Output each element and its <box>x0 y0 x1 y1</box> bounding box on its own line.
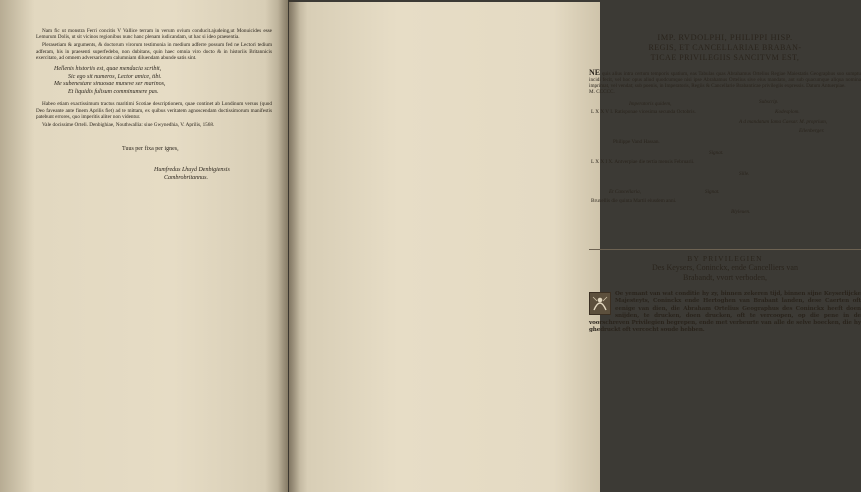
dutch-privilege-heading: BY PRIVILEGIEN <box>687 254 763 264</box>
signature-entry: Ellenberger. <box>799 128 825 135</box>
signature-entry: Signat. <box>705 189 720 196</box>
author-signature <box>154 166 272 182</box>
signature-entry: Sille. <box>739 171 750 178</box>
left-paragraph: Nam fic ut monstra Ferri concitis V Vallice terram in verum ovium conducit.ajudeing,ut Monuicides esse Lemurum Dolis, ut sit vicinos regionibus nunc hanc plenam iudicandam, ut hac si ideo praesentia. <box>36 28 272 41</box>
privilege-lead: NE <box>589 67 601 77</box>
verse-line: Sic ego sit numeros, Lector amice, tibi. <box>68 73 162 80</box>
signature-entry: Imperatoris quidem, <box>629 101 672 108</box>
privilege-title: TICAE PRIVILEGIIS SANCITVM EST, <box>650 53 800 62</box>
privilege-date: M. CCCCC. <box>589 89 615 96</box>
signature-entry: Et Cancellaria, <box>609 189 641 196</box>
left-paragraph: Plerasetiam & arguments, & doctorum virorum testimonia in medium adferre possum fed ne Lectori tedium adferam, his in praesenti superfedebo, non dubitans, quin haec omnia viro docto & in historiis Britannicis exercitato, ad omnem adversariorum calumniam diluendam abunde satis sint. <box>36 42 272 61</box>
signature-line: Cambrobritannus. <box>164 175 208 182</box>
left-page <box>0 0 288 492</box>
verse-line: Me subenestare sinuosae muneve ser marinos, <box>54 81 166 88</box>
signature-entry: Blyleuen. <box>731 209 751 216</box>
privilege-body: quis alius intra certum temporis spatium, eas Tabulas quas Abrahamus Ortelius Regiae Maiestatis Geographus suo sumptu incidi fecit, vel hoc opus aliud quodcumque nisi ipse Abrahamus Ortelius sive eius mandato, aut sub quacumque aliqua nomina imprimat, vel vendat; sub poenis, in Imperatoris, Regiis & Cancellarie Brabanticae privilegiis expressis. Datum Antuerpiae. <box>589 70 861 89</box>
right-page <box>289 2 861 492</box>
signature-entry: Bruxellis die quinta Martii eiusdem anni. <box>591 198 677 205</box>
signatures-block <box>589 95 861 245</box>
section-divider <box>589 249 861 250</box>
signature-entry: Subscrip. <box>759 99 779 106</box>
signature-entry: L X X I X. Antverpiae die tertia mensis Februarii. <box>591 159 695 166</box>
dutch-body: Oe yemant van wat conditie hy zy, binnen zekeren tijd, binnen sijne Keyserlijcke Majesteyts, Coninckx ende Hertoghen van Brabant landen, dese Caerten oft eenige van dien, die Abraham Ortelius Geographus des Coninckx heeft doen snijden, te drucken, doen drucken, oft te vercoopen, op die pene in de voorschreven Privilegien begrepen, ende met verbeurte van alle de selve boecken, die hy ghedruckt oft vercocht soude hebben. <box>589 291 861 333</box>
epigram-verse <box>54 66 272 96</box>
book-gutter <box>278 0 300 492</box>
signature-entry: L X X V I. Ratisponae vicesima secunda Octobris. <box>591 109 696 116</box>
verse-line: Et liquidis fulisum comminumere pas. <box>68 88 159 95</box>
signature-entry: Signat. <box>709 150 724 157</box>
dutch-subheading: Brabandt, vvort verboden, <box>683 273 767 283</box>
privilege-text <box>589 67 861 96</box>
signature-entry: A d mandatum Iama Caesar. M. proprium, <box>739 119 828 126</box>
signature-line: Humfredus Lhuyd Denbigiensis <box>154 167 230 174</box>
dutch-privilege-text <box>589 291 861 334</box>
decorated-initial-icon <box>589 292 611 315</box>
privilege-title: REGIS, ET CANCELLARIAE BRABAN- <box>648 42 802 52</box>
signature-entry: Kodesplom. <box>775 109 800 116</box>
signature-entry: Philippe Vand Hassan. <box>613 139 660 146</box>
verse-line: Hellenis historiis est, quae mendacia scribit, <box>54 66 162 73</box>
closing-salutation: Tuus per fixa per ignes, <box>122 146 179 153</box>
left-paragraph: Vale docissime Orteli. Denbighiae, Nouthwallia: siue Gwynedhia, V. Aprilis, 1568. <box>42 122 215 128</box>
dutch-subheading: Des Keysers, Coninckx, ende Cancelliers van <box>652 263 798 273</box>
left-page-text <box>36 28 272 182</box>
privilege-title: IMP. RVDOLPHI, PHILIPPI HISP. <box>657 32 793 42</box>
right-page-text <box>589 32 861 334</box>
left-paragraph: Habeo etiam exactissimum tractus maritimi Scotiae descriptionem, quae continet ab Londinum versus (quod Deo faveante ante finem Aprilis fiet) ad te mittam, ex quibus veritatem agnoscendam doctissimorum manifestis patebunt errores, quo imperitis aliter non videntur. <box>36 101 272 120</box>
